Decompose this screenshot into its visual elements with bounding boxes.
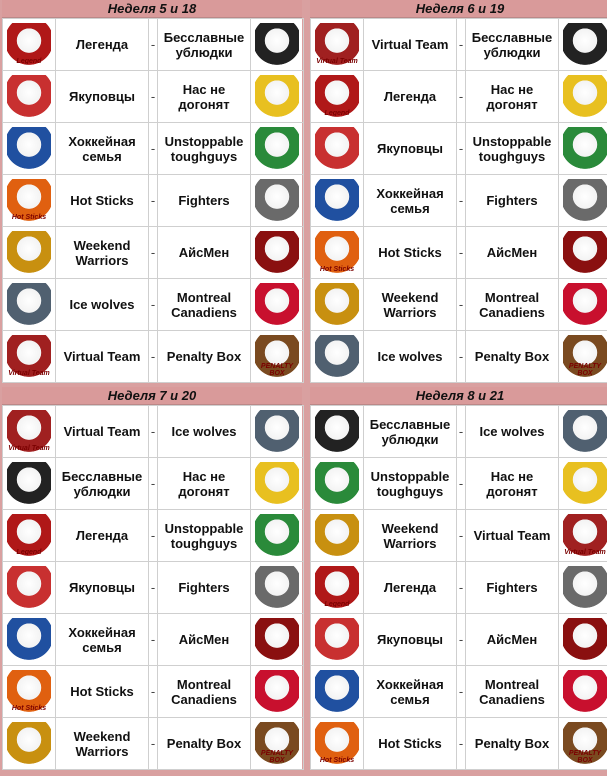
team-logo-icon	[255, 566, 299, 610]
home-team-name: Якуповцы	[364, 123, 457, 175]
away-team-logo	[251, 666, 304, 718]
away-team-logo	[559, 510, 607, 562]
versus-dash: -	[149, 175, 158, 227]
team-logo-icon	[315, 127, 359, 171]
team-logo-icon	[315, 231, 359, 275]
away-team-name: Penalty Box	[466, 331, 559, 383]
away-team-name: Бесславные ублюдки	[466, 19, 559, 71]
away-team-logo	[559, 123, 607, 175]
logo-caption: Virtual Team	[564, 548, 606, 556]
away-team-name: Montreal Canadiens	[466, 666, 559, 718]
home-team-name: Virtual Team	[56, 331, 149, 383]
away-team-name: Нас не догонят	[158, 71, 251, 123]
away-team-logo	[251, 123, 304, 175]
away-team-logo	[559, 227, 607, 279]
team-logo-icon	[255, 670, 299, 714]
team-logo-icon	[255, 127, 299, 171]
week-title: Неделя 6 и 19	[310, 0, 607, 18]
home-team-logo	[311, 510, 364, 562]
away-team-name: Penalty Box	[158, 331, 251, 383]
team-logo-icon	[563, 670, 607, 714]
matchup-row	[311, 175, 607, 227]
away-team-logo	[251, 19, 304, 71]
home-team-name: Легенда	[364, 71, 457, 123]
home-team-logo	[3, 279, 56, 331]
logo-caption: Hot Sticks	[11, 213, 47, 221]
team-logo-icon	[563, 23, 607, 67]
away-team-logo	[251, 406, 304, 458]
team-logo-icon	[7, 722, 51, 766]
versus-dash: -	[457, 279, 466, 331]
team-logo-icon	[315, 23, 359, 67]
matchup-row	[3, 666, 304, 718]
home-team-logo	[3, 666, 56, 718]
away-team-logo	[251, 71, 304, 123]
matchup-row	[311, 71, 607, 123]
matchup-row	[311, 331, 607, 383]
away-team-name: Ice wolves	[158, 406, 251, 458]
home-team-logo	[3, 123, 56, 175]
away-team-logo	[559, 614, 607, 666]
home-team-name: Hot Sticks	[56, 175, 149, 227]
week-block	[310, 0, 607, 383]
versus-dash: -	[457, 227, 466, 279]
away-team-logo	[559, 406, 607, 458]
team-logo-icon	[563, 335, 607, 379]
away-team-name: Fighters	[466, 175, 559, 227]
matchup-row	[311, 510, 607, 562]
home-team-name: Hot Sticks	[56, 666, 149, 718]
team-logo-icon	[315, 283, 359, 327]
team-logo-icon	[255, 514, 299, 558]
versus-dash: -	[149, 331, 158, 383]
logo-caption: Hot Sticks	[319, 756, 355, 764]
home-team-name: Weekend Warriors	[56, 718, 149, 770]
away-team-logo	[251, 510, 304, 562]
away-team-name: Montreal Canadiens	[158, 666, 251, 718]
away-team-logo	[251, 458, 304, 510]
team-logo-icon	[315, 462, 359, 506]
home-team-name: Weekend Warriors	[56, 227, 149, 279]
away-team-name: АйсМен	[158, 227, 251, 279]
home-team-logo	[311, 666, 364, 718]
home-team-logo	[311, 279, 364, 331]
away-team-name: Montreal Canadiens	[158, 279, 251, 331]
away-team-name: Montreal Canadiens	[466, 279, 559, 331]
away-team-logo	[251, 279, 304, 331]
logo-caption: Hot Sticks	[11, 704, 47, 712]
team-logo-icon	[315, 670, 359, 714]
team-logo-icon	[315, 722, 359, 766]
away-team-logo	[559, 331, 607, 383]
team-logo-icon	[563, 566, 607, 610]
logo-caption: Legend	[16, 57, 42, 65]
week-block	[2, 387, 302, 770]
home-team-name: Unstoppable toughguys	[364, 458, 457, 510]
team-logo-icon	[315, 566, 359, 610]
team-logo-icon	[563, 75, 607, 119]
away-team-logo	[251, 331, 304, 383]
team-logo-icon	[7, 335, 51, 379]
team-logo-icon	[255, 179, 299, 223]
team-logo-icon	[7, 670, 51, 714]
team-logo-icon	[255, 283, 299, 327]
team-logo-icon	[563, 618, 607, 662]
logo-caption: PENALTY BOX	[568, 362, 602, 377]
team-logo-icon	[315, 410, 359, 454]
team-logo-icon	[255, 23, 299, 67]
versus-dash: -	[457, 562, 466, 614]
home-team-name: Хоккейная семья	[56, 123, 149, 175]
away-team-name: АйсМен	[158, 614, 251, 666]
matchup-table	[2, 18, 304, 383]
team-logo-icon	[563, 410, 607, 454]
team-logo-icon	[255, 75, 299, 119]
versus-dash: -	[149, 666, 158, 718]
matchup-row	[3, 458, 304, 510]
home-team-name: Хоккейная семья	[56, 614, 149, 666]
home-team-logo	[311, 406, 364, 458]
versus-dash: -	[457, 19, 466, 71]
home-team-logo	[3, 458, 56, 510]
versus-dash: -	[457, 614, 466, 666]
versus-dash: -	[457, 123, 466, 175]
team-logo-icon	[7, 410, 51, 454]
matchup-table	[310, 405, 607, 770]
versus-dash: -	[457, 175, 466, 227]
versus-dash: -	[457, 406, 466, 458]
versus-dash: -	[457, 71, 466, 123]
home-team-logo	[311, 331, 364, 383]
matchup-row	[3, 562, 304, 614]
versus-dash: -	[457, 510, 466, 562]
away-team-logo	[251, 175, 304, 227]
away-team-logo	[559, 279, 607, 331]
home-team-name: Якуповцы	[364, 614, 457, 666]
team-logo-icon	[7, 618, 51, 662]
matchup-row	[3, 331, 304, 383]
home-team-logo	[311, 19, 364, 71]
versus-dash: -	[457, 458, 466, 510]
logo-caption: Legend	[16, 548, 42, 556]
away-team-name: Virtual Team	[466, 510, 559, 562]
matchup-row	[3, 510, 304, 562]
away-team-name: Нас не догонят	[466, 458, 559, 510]
team-logo-icon	[7, 23, 51, 67]
versus-dash: -	[149, 406, 158, 458]
matchup-row	[311, 718, 607, 770]
home-team-logo	[3, 406, 56, 458]
team-logo-icon	[315, 179, 359, 223]
away-team-logo	[559, 458, 607, 510]
team-logo-icon	[563, 283, 607, 327]
versus-dash: -	[149, 227, 158, 279]
home-team-logo	[3, 19, 56, 71]
logo-caption: Virtual Team	[316, 57, 358, 65]
versus-dash: -	[149, 71, 158, 123]
logo-caption: Legend	[324, 109, 350, 117]
away-team-logo	[559, 19, 607, 71]
team-logo-icon	[255, 722, 299, 766]
team-logo-icon	[255, 618, 299, 662]
away-team-name: Нас не догонят	[158, 458, 251, 510]
home-team-name: Хоккейная семья	[364, 666, 457, 718]
versus-dash: -	[149, 279, 158, 331]
home-team-logo	[311, 718, 364, 770]
home-team-logo	[3, 718, 56, 770]
away-team-name: Unstoppable toughguys	[158, 510, 251, 562]
away-team-name: Penalty Box	[466, 718, 559, 770]
versus-dash: -	[457, 331, 466, 383]
home-team-logo	[3, 227, 56, 279]
matchup-row	[3, 279, 304, 331]
away-team-name: Fighters	[466, 562, 559, 614]
matchup-row	[3, 175, 304, 227]
versus-dash: -	[149, 718, 158, 770]
home-team-logo	[311, 71, 364, 123]
versus-dash: -	[149, 562, 158, 614]
away-team-logo	[559, 71, 607, 123]
home-team-name: Хоккейная семья	[364, 175, 457, 227]
logo-caption: Virtual Team	[8, 444, 50, 452]
away-team-logo	[251, 562, 304, 614]
home-team-logo	[3, 175, 56, 227]
home-team-name: Бесславные ублюдки	[364, 406, 457, 458]
team-logo-icon	[315, 618, 359, 662]
away-team-name: Ice wolves	[466, 406, 559, 458]
away-team-name: Penalty Box	[158, 718, 251, 770]
matchup-row	[311, 666, 607, 718]
logo-caption: Hot Sticks	[319, 265, 355, 273]
away-team-name: Нас не догонят	[466, 71, 559, 123]
home-team-logo	[3, 614, 56, 666]
away-team-logo	[251, 718, 304, 770]
week-title: Неделя 5 и 18	[2, 0, 302, 18]
matchup-row	[3, 19, 304, 71]
logo-caption: PENALTY BOX	[568, 749, 602, 764]
home-team-name: Якуповцы	[56, 562, 149, 614]
team-logo-icon	[563, 127, 607, 171]
matchup-row	[311, 123, 607, 175]
team-logo-icon	[7, 566, 51, 610]
away-team-logo	[559, 175, 607, 227]
matchup-row	[3, 123, 304, 175]
matchup-row	[3, 406, 304, 458]
away-team-name: Unstoppable toughguys	[466, 123, 559, 175]
matchup-row	[311, 227, 607, 279]
matchup-row	[311, 19, 607, 71]
team-logo-icon	[315, 514, 359, 558]
home-team-name: Бесславные ублюдки	[56, 458, 149, 510]
home-team-name: Weekend Warriors	[364, 510, 457, 562]
team-logo-icon	[255, 335, 299, 379]
matchup-table	[2, 405, 304, 770]
week-title: Неделя 8 и 21	[310, 387, 607, 405]
home-team-logo	[3, 510, 56, 562]
team-logo-icon	[563, 462, 607, 506]
team-logo-icon	[315, 75, 359, 119]
home-team-name: Virtual Team	[56, 406, 149, 458]
versus-dash: -	[149, 458, 158, 510]
home-team-logo	[311, 227, 364, 279]
away-team-logo	[559, 666, 607, 718]
home-team-name: Легенда	[56, 19, 149, 71]
team-logo-icon	[7, 231, 51, 275]
home-team-name: Virtual Team	[364, 19, 457, 71]
home-team-logo	[311, 123, 364, 175]
home-team-name: Ice wolves	[364, 331, 457, 383]
matchup-row	[3, 227, 304, 279]
matchup-row	[311, 458, 607, 510]
team-logo-icon	[7, 179, 51, 223]
versus-dash: -	[149, 614, 158, 666]
team-logo-icon	[255, 462, 299, 506]
team-logo-icon	[7, 75, 51, 119]
team-logo-icon	[563, 179, 607, 223]
away-team-logo	[559, 562, 607, 614]
week-title: Неделя 7 и 20	[2, 387, 302, 405]
logo-caption: PENALTY BOX	[260, 749, 294, 764]
team-logo-icon	[315, 335, 359, 379]
home-team-logo	[3, 71, 56, 123]
home-team-logo	[311, 562, 364, 614]
versus-dash: -	[457, 666, 466, 718]
home-team-logo	[3, 562, 56, 614]
logo-caption: Legend	[324, 600, 350, 608]
versus-dash: -	[149, 123, 158, 175]
team-logo-icon	[563, 514, 607, 558]
away-team-name: Бесславные ублюдки	[158, 19, 251, 71]
team-logo-icon	[255, 410, 299, 454]
matchup-row	[311, 406, 607, 458]
versus-dash: -	[149, 510, 158, 562]
home-team-logo	[311, 614, 364, 666]
matchup-table	[310, 18, 607, 383]
matchup-row	[3, 71, 304, 123]
matchup-row	[311, 614, 607, 666]
team-logo-icon	[255, 231, 299, 275]
home-team-logo	[3, 331, 56, 383]
home-team-name: Hot Sticks	[364, 227, 457, 279]
week-block	[310, 387, 607, 770]
logo-caption: PENALTY BOX	[260, 362, 294, 377]
away-team-name: Fighters	[158, 175, 251, 227]
away-team-logo	[251, 227, 304, 279]
home-team-logo	[311, 458, 364, 510]
away-team-logo	[251, 614, 304, 666]
home-team-name: Hot Sticks	[364, 718, 457, 770]
matchup-row	[311, 562, 607, 614]
home-team-name: Легенда	[56, 510, 149, 562]
home-team-name: Weekend Warriors	[364, 279, 457, 331]
matchup-row	[311, 279, 607, 331]
team-logo-icon	[563, 722, 607, 766]
team-logo-icon	[7, 462, 51, 506]
week-block	[2, 0, 302, 383]
home-team-name: Якуповцы	[56, 71, 149, 123]
away-team-name: АйсМен	[466, 227, 559, 279]
home-team-logo	[311, 175, 364, 227]
team-logo-icon	[7, 514, 51, 558]
away-team-logo	[559, 718, 607, 770]
team-logo-icon	[563, 231, 607, 275]
away-team-name: АйсМен	[466, 614, 559, 666]
team-logo-icon	[7, 283, 51, 327]
home-team-name: Ice wolves	[56, 279, 149, 331]
versus-dash: -	[457, 718, 466, 770]
versus-dash: -	[149, 19, 158, 71]
home-team-name: Легенда	[364, 562, 457, 614]
away-team-name: Fighters	[158, 562, 251, 614]
team-logo-icon	[7, 127, 51, 171]
away-team-name: Unstoppable toughguys	[158, 123, 251, 175]
matchup-row	[3, 614, 304, 666]
matchup-row	[3, 718, 304, 770]
logo-caption: Virtual Team	[8, 369, 50, 377]
